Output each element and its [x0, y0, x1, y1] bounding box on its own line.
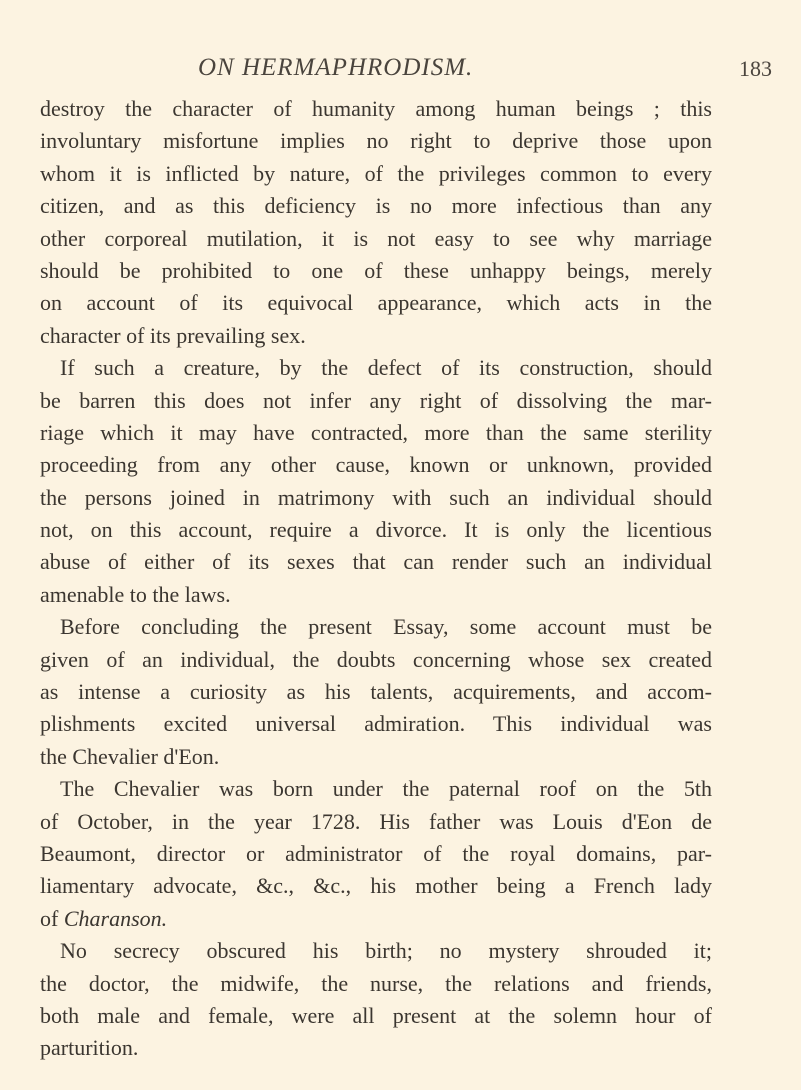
text-line-content: proceeding from any other cause, known or unknown, provided: [40, 452, 712, 478]
text-line: [40, 385, 712, 417]
text-line-content: of October, in the year 1728. His father was Louis d'Eon de: [40, 808, 712, 834]
text-line-content: the persons joined in matrimony with such an individual should: [40, 484, 712, 510]
text-line-content: of: [40, 905, 64, 931]
text-line: [40, 320, 712, 352]
text-line-content: If such a creature, by the defect of its construction, should: [60, 355, 712, 381]
text-line-content: plishments excited universal admiration. This individual was: [40, 711, 712, 737]
text-line-content: character of its prevailing sex.: [40, 322, 306, 348]
text-line-content: parturition.: [40, 1035, 139, 1061]
text-line-content: be barren this does not infer any right of dissolving the mar-: [40, 387, 712, 413]
italic-name: Charanson.: [63, 905, 168, 931]
text-line: [40, 352, 712, 384]
text-line-content: The Chevalier was born under the paternal roof on the 5th: [60, 776, 712, 802]
text-line: [40, 223, 712, 255]
text-line-content: abuse of either of its sexes that can render such an individual: [40, 549, 712, 575]
text-line-content: Before concluding the present Essay, some account must be: [60, 614, 712, 640]
paragraph: [40, 773, 712, 935]
text-line: [40, 255, 712, 287]
text-line-content: whom it is inflicted by nature, of the privileges common to every: [40, 160, 712, 186]
text-line: [40, 546, 712, 578]
text-line: [40, 190, 712, 222]
text-line-content: amenable to the laws.: [40, 581, 231, 607]
text-line-content: Beaumont, director or administrator of the royal domains, par-: [40, 840, 712, 866]
text-line: [40, 611, 712, 643]
text-line-content: on account of its equivocal appearance, which acts in the: [40, 290, 712, 316]
text-line: [40, 417, 712, 449]
text-line-content: riage which it may have contracted, more than the same sterility: [40, 419, 712, 445]
text-line-content: other corporeal mutilation, it is not easy to see why marriage: [40, 225, 712, 251]
paragraph: [40, 935, 712, 1065]
text-line: [40, 708, 712, 740]
paragraph: [40, 352, 712, 611]
paragraph: [40, 93, 712, 352]
text-line-content: the Chevalier d'Eon.: [40, 743, 220, 769]
text-line: [40, 806, 712, 838]
text-line-content: given of an individual, the doubts concerning whose sex created: [40, 646, 712, 672]
text-line: [40, 579, 712, 611]
text-line-content: the doctor, the midwife, the nurse, the relations and friends,: [40, 970, 712, 996]
text-line: [40, 773, 712, 805]
text-line: [40, 514, 712, 546]
text-line: [40, 935, 712, 967]
text-line-content: both male and female, were all present at the solemn hour of: [40, 1002, 712, 1028]
text-line: [40, 482, 712, 514]
text-line-content: No secrecy obscured his birth; no mystery shrouded it;: [60, 938, 712, 964]
text-line-content: as intense a curiosity as his talents, acquirements, and accom-: [40, 679, 712, 705]
running-title: ON HERMAPHRODISM.: [198, 54, 474, 81]
text-line-content: not, on this account, require a divorce. It is only the licentious: [40, 517, 712, 543]
text-line: [40, 838, 712, 870]
page-number: 183: [739, 56, 772, 81]
text-line-content: destroy the character of humanity among human beings ; this: [40, 96, 712, 121]
text-line-content: should be prohibited to one of these unhappy beings, merely: [40, 257, 712, 283]
text-line: [40, 158, 712, 190]
text-line: [40, 903, 712, 935]
text-line: [40, 676, 712, 708]
text-line: [40, 1032, 712, 1064]
page-body: [40, 93, 712, 1065]
page-header: [0, 54, 801, 88]
text-line-content: liamentary advocate, &c., &c., his mother being a French lady: [40, 873, 712, 899]
paragraph: [40, 611, 712, 773]
text-line: [40, 870, 712, 902]
text-line: [40, 125, 712, 157]
text-line-content: involuntary misfortune implies no right to deprive those upon: [40, 128, 712, 154]
text-line: [40, 287, 712, 319]
text-line: [40, 741, 712, 773]
text-line-content: citizen, and as this deficiency is no more infectious than any: [40, 193, 712, 219]
text-line: [40, 968, 712, 1000]
text-line: [40, 1000, 712, 1032]
text-line: [40, 449, 712, 481]
text-line: [40, 93, 712, 125]
text-line: [40, 644, 712, 676]
